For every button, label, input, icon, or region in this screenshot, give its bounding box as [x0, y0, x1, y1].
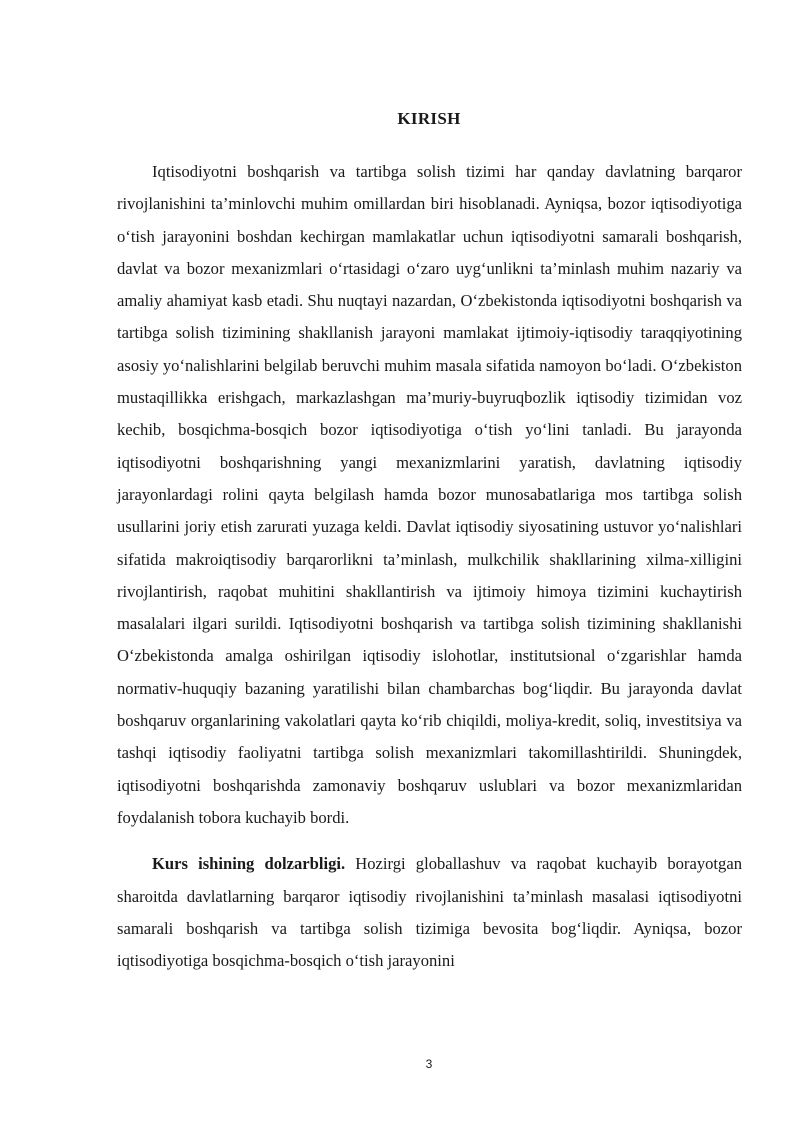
paragraph-text: Hozirgi globallashuv va raqobat kuchayib borayotgan sharoitda davlatlarning barqaror iqtisodiy rivojlanishini ta’minlash masalasi iqtisodiyotni samarali boshqarish va tartibga solish tizimiga bevosita bog‘liqdir. Ayniqsa, bozor iqtisodiyotiga bosqichma-bosqich o‘tish jarayonini [117, 854, 742, 971]
paragraph-relevance [117, 848, 742, 977]
page-number: 3 [425, 1057, 433, 1071]
paragraph-lead-heading: Kurs ishining dolzarbligi. [152, 854, 346, 874]
page-title: KIRISH [397, 109, 461, 128]
paragraph-introduction [117, 156, 742, 834]
paragraph-text: Iqtisodiyotni boshqarish va tartibga solish tizimi har qanday davlatning barqaror rivojlanishini ta’minlovchi muhim omillardan biri hisoblanadi. Ayniqsa, bozor iqtisodiyotiga o‘tish jarayonini boshdan kechirgan mamlakatlar uchun iqtisodiyotni samarali boshqarish, davlat va bozor mexanizmlari o‘rtasidagi o‘zaro uyg‘unlikni ta’minlash muhim nazariy va amaliy ahamiyat kasb etadi. Shu nuqtayi nazardan, O‘zbekistonda iqtisodiyotni boshqarish va tartibga solish tizimining shakllanish jarayoni mamlakat ijtimoiy-iqtisodiy taraqqiyotining asosiy yo‘nalishlarini belgilab beruvchi muhim masala sifatida namoyon bo‘ladi. O‘zbekiston mustaqillikka erishgach, markazlashgan ma’muriy-buyruqbozlik iqtisodiy tizimidan voz kechib, bosqichma-bosqich bozor iqtisodiyotiga o‘tish yo‘lini tanladi. Bu jarayonda iqtisodiyotni boshqarishning yangi mexanizmlarini yaratish, davlatning iqtisodiy jarayonlardagi rolini qayta belgilash hamda bozor munosabatlariga mos tartibga solish usullarini joriy etish zarurati yuzaga keldi. Davlat iqtisodiy siyosatining ustuvor yo‘nalishlari sifatida makroiqtisodiy barqarorlikni ta’minlash, mulkchilik shakllarining xilma-xilligini rivojlantirish, raqobat muhitini shakllantirish va ijtimoiy himoya tizimini kuchaytirish masalalari ilgari surildi. Iqtisodiyotni boshqarish va tartibga solish tizimining shakllanishi O‘zbekistonda amalga oshirilgan iqtisodiy islohotlar, institutsional o‘zgarishlar hamda normativ-huquqiy bazaning yaratilishi bilan chambarchas bog‘liqdir. Bu jarayonda davlat boshqaruv organlarining vakolatlari qayta ko‘rib chiqildi, moliya-kredit, soliq, investitsiya va tashqi iqtisodiy faoliyatni tartibga solish mexanizmlari takomillashtirildi. Shuningdek, iqtisodiyotni boshqarishda zamonaviy boshqaruv uslublari va bozor mexanizmlaridan foydalanish tobora kuchayib bordi. [117, 162, 742, 827]
body-text [117, 156, 742, 977]
